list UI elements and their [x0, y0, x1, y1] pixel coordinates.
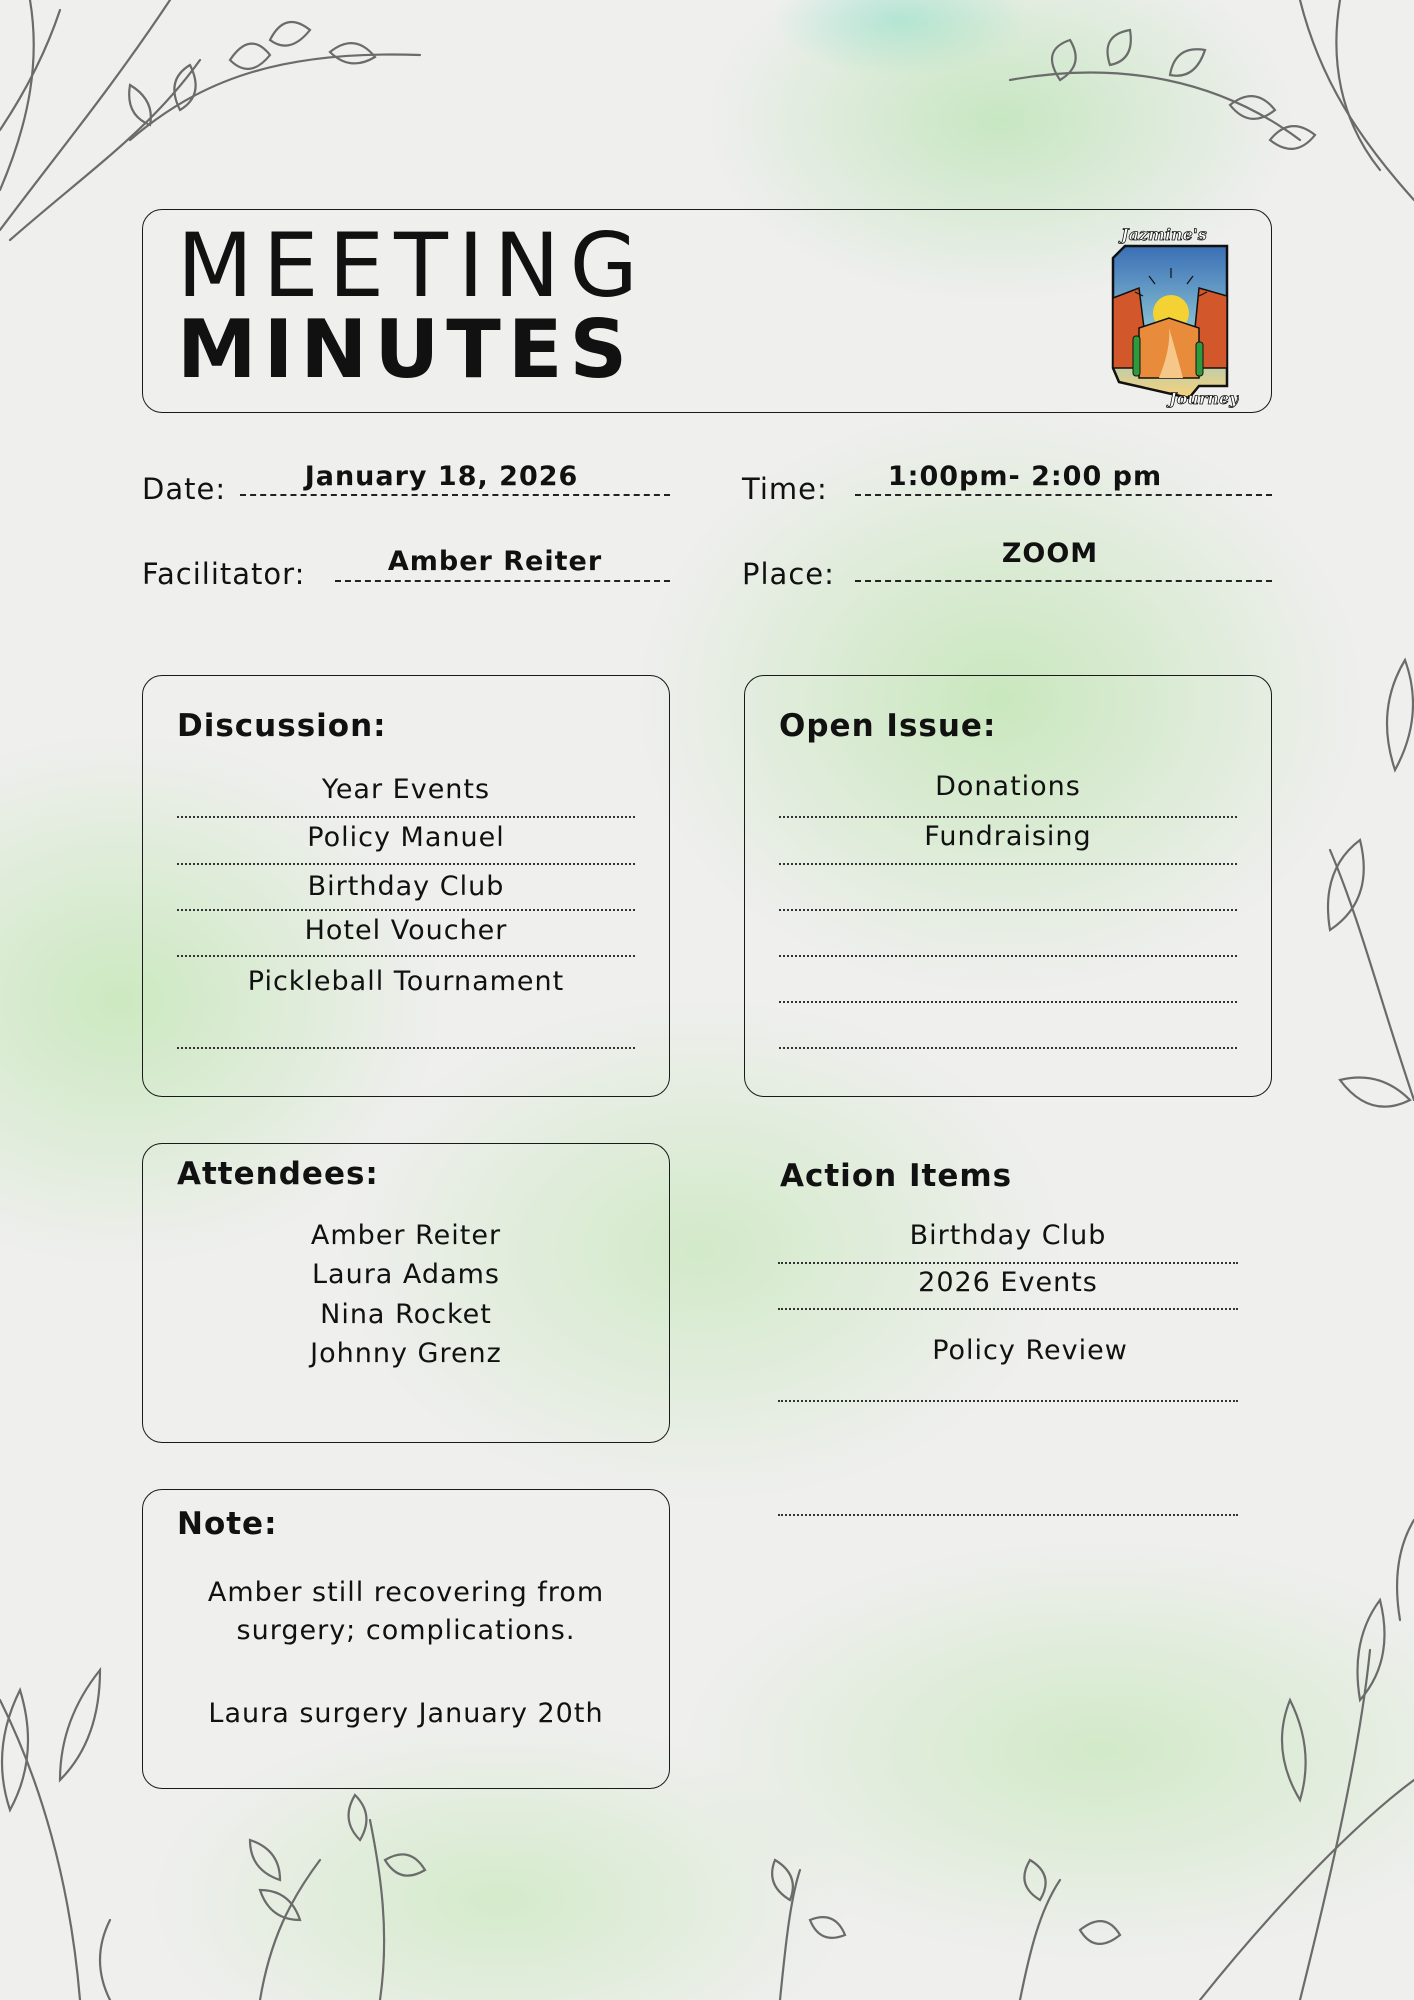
- list-item: Johnny Grenz: [310, 1338, 502, 1369]
- action-items-title: Action Items: [780, 1158, 1013, 1194]
- discussion-line: [177, 816, 635, 818]
- discussion-line: [177, 909, 635, 911]
- note-box: [142, 1489, 670, 1789]
- list-item: Hotel Voucher: [304, 915, 508, 946]
- open-issue-title: Open Issue:: [779, 708, 997, 744]
- open-issue-line: [779, 909, 1237, 911]
- action-items-line: [778, 1262, 1238, 1264]
- list-item: Laura Adams: [312, 1259, 500, 1290]
- discussion-title: Discussion:: [177, 708, 387, 744]
- open-issue-line: [779, 816, 1237, 818]
- place-value[interactable]: ZOOM: [1001, 538, 1099, 569]
- date-label: Date:: [142, 472, 227, 506]
- place-line: [855, 580, 1272, 582]
- list-item: Policy Review: [932, 1335, 1128, 1366]
- logo-emblem: [1099, 218, 1239, 408]
- date-line: [240, 494, 670, 496]
- facilitator-value[interactable]: Amber Reiter: [387, 546, 603, 577]
- open-issue-line: [779, 863, 1237, 865]
- open-issue-line: [779, 1047, 1237, 1049]
- action-items-line: [778, 1514, 1238, 1516]
- date-value[interactable]: January 18, 2026: [304, 461, 579, 492]
- action-items-line: [778, 1400, 1238, 1402]
- discussion-line: [177, 955, 635, 957]
- title-meeting: MEETING: [177, 214, 648, 317]
- discussion-line: [177, 863, 635, 865]
- discussion-line: [177, 1047, 635, 1049]
- list-item: Pickleball Tournament: [247, 966, 565, 997]
- note-title: Note:: [177, 1506, 278, 1542]
- facilitator-line: [335, 580, 670, 582]
- list-item: Nina Rocket: [320, 1299, 492, 1330]
- note-line: Laura surgery January 20th: [208, 1698, 604, 1729]
- logo-bottom-text: Journey: [1169, 389, 1239, 408]
- attendees-title: Attendees:: [177, 1156, 379, 1192]
- list-item: Birthday Club: [909, 1220, 1107, 1251]
- open-issue-line: [779, 955, 1237, 957]
- list-item: Amber Reiter: [310, 1220, 502, 1251]
- open-issue-line: [779, 1001, 1237, 1003]
- title-minutes: MINUTES: [177, 303, 635, 396]
- list-item: 2026 Events: [918, 1267, 1098, 1298]
- list-item: Fundraising: [924, 821, 1092, 852]
- list-item: Policy Manuel: [307, 822, 505, 853]
- time-line: [855, 494, 1272, 496]
- list-item: Donations: [935, 771, 1081, 802]
- time-label: Time:: [742, 472, 828, 506]
- header-box: [142, 209, 1272, 413]
- note-line: Amber still recovering from: [207, 1577, 605, 1608]
- attendees-box: [142, 1143, 670, 1443]
- discussion-box: [142, 675, 670, 1097]
- logo-top-text: Jazmine's: [1121, 225, 1207, 244]
- place-label: Place:: [742, 557, 835, 591]
- action-items-line: [778, 1308, 1238, 1310]
- note-line: surgery; complications.: [236, 1615, 576, 1646]
- facilitator-label: Facilitator:: [142, 557, 306, 591]
- list-item: Year Events: [321, 774, 491, 805]
- list-item: Birthday Club: [307, 871, 505, 902]
- time-value[interactable]: 1:00pm- 2:00 pm: [887, 461, 1163, 492]
- open-issue-box: [744, 675, 1272, 1097]
